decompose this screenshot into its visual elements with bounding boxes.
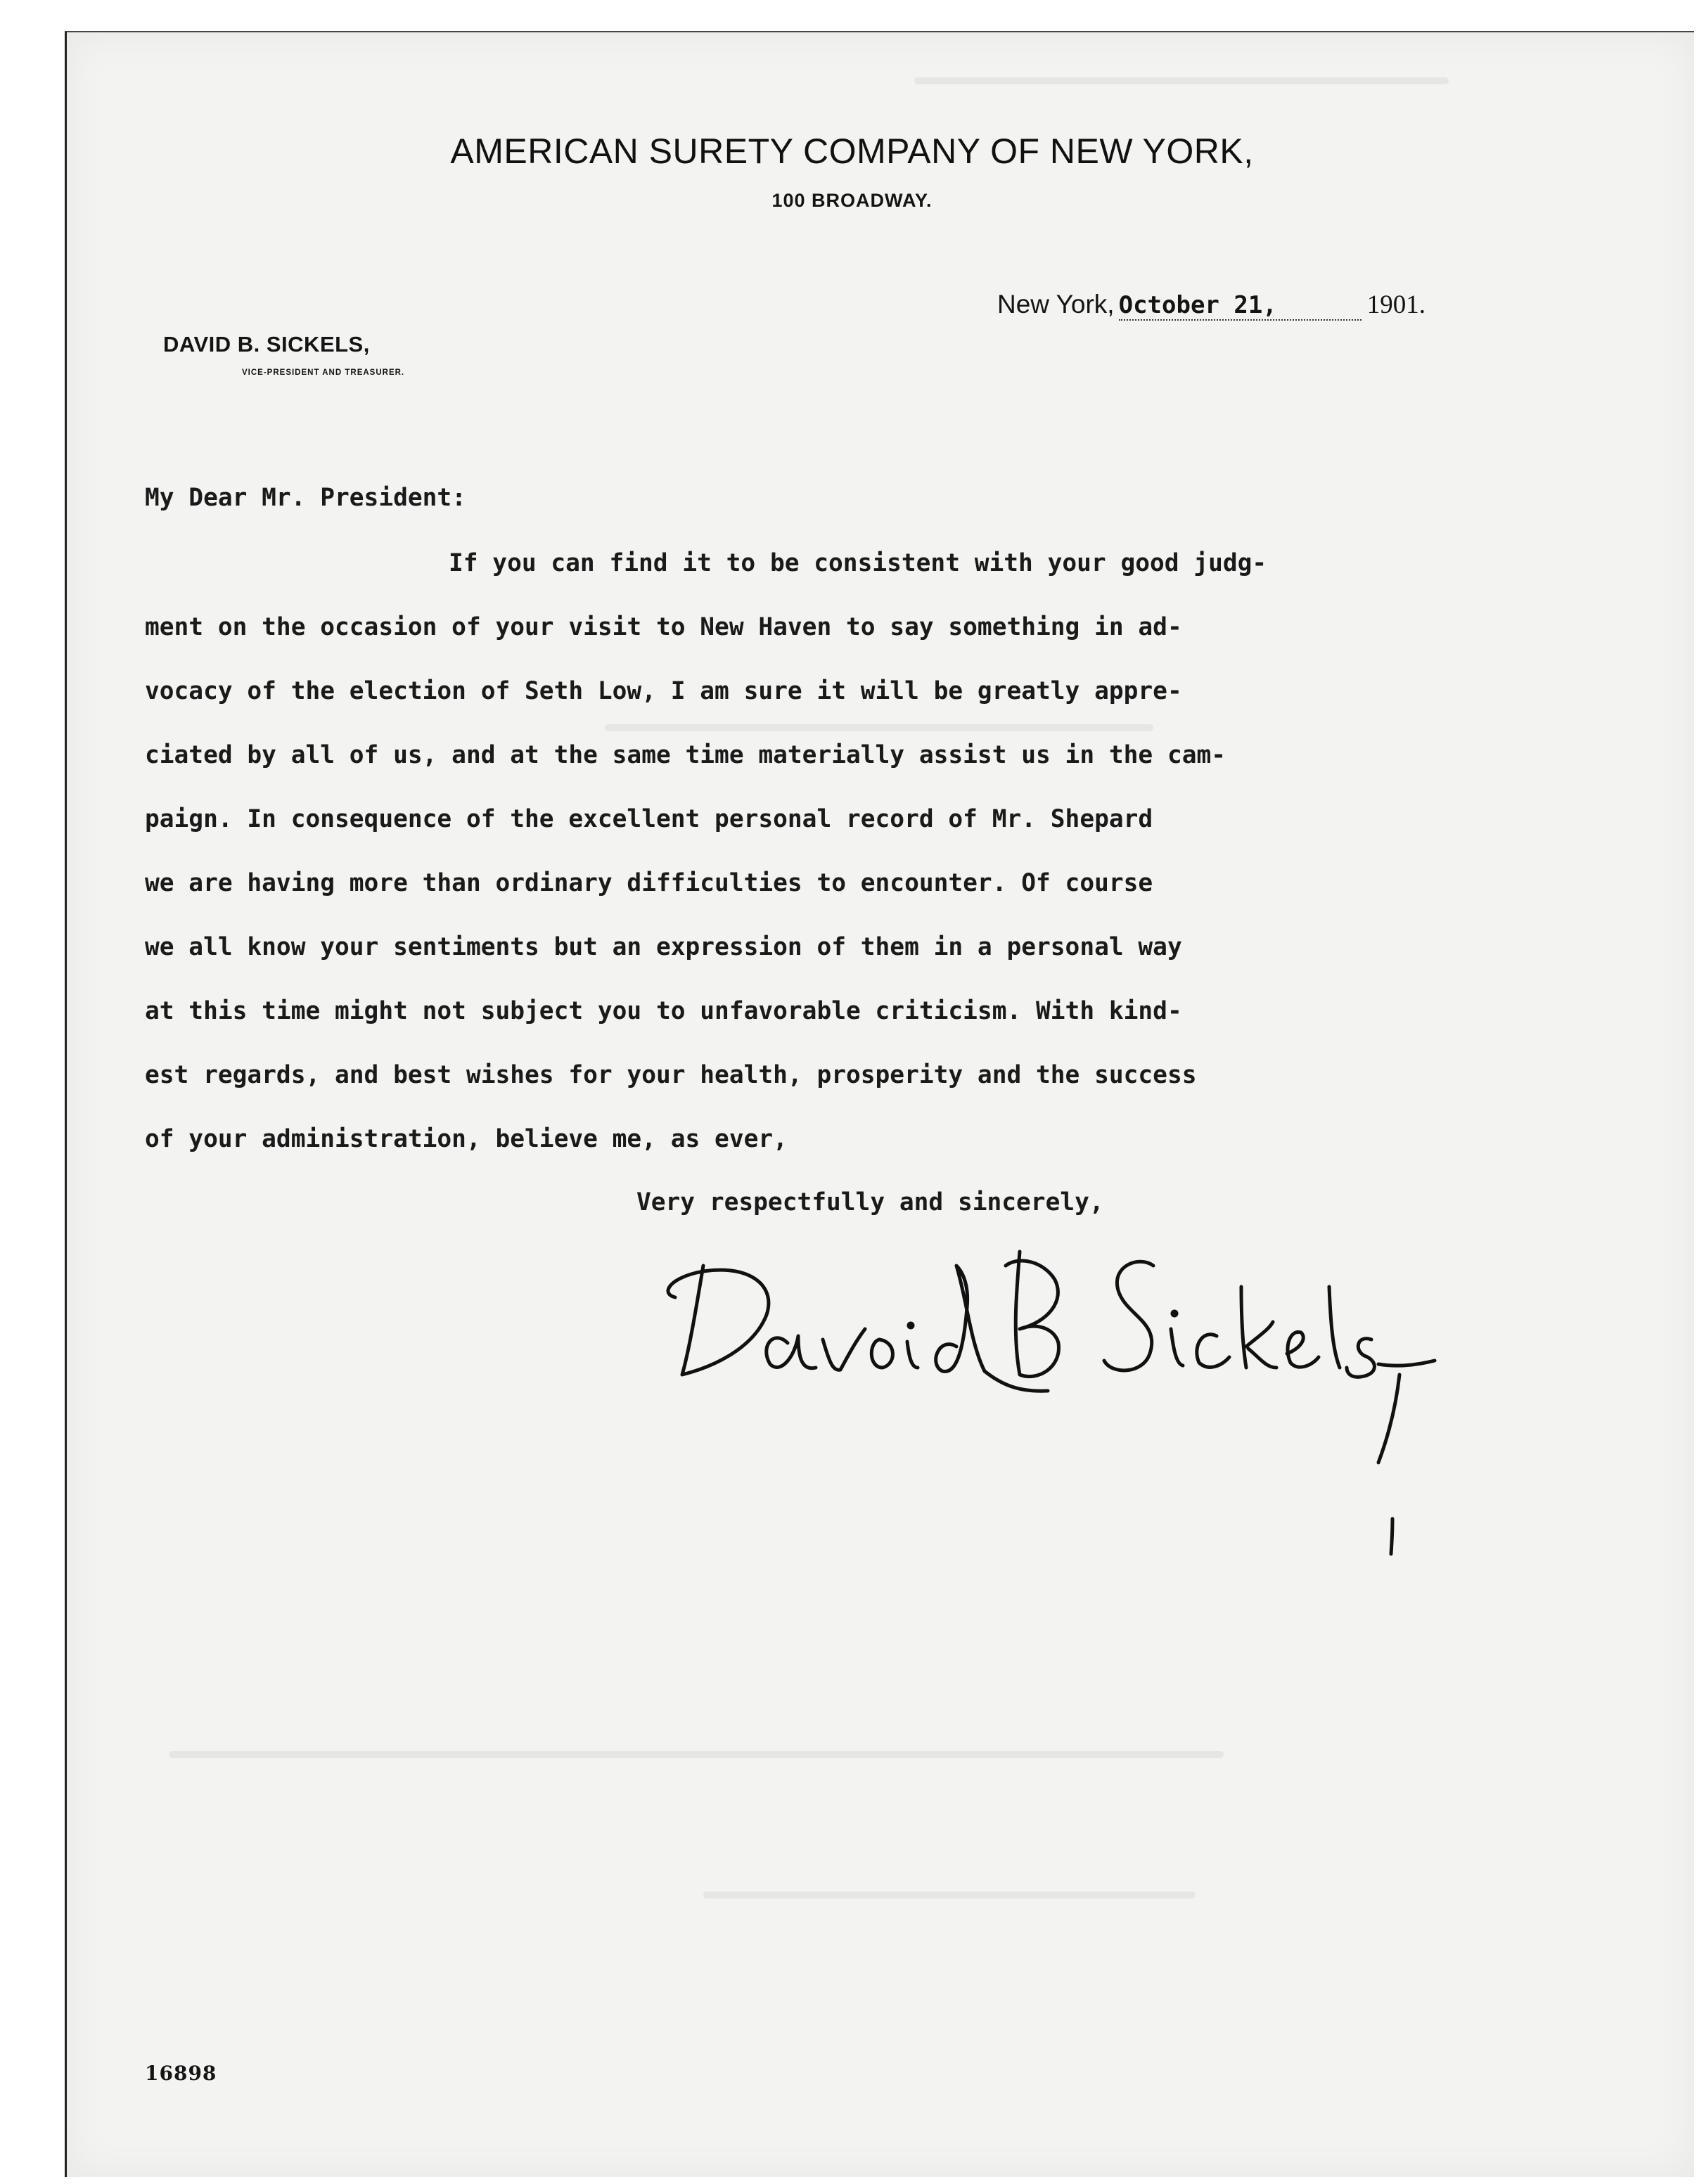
dateline-place: New York, bbox=[997, 290, 1115, 319]
bleed-through-mark bbox=[703, 1891, 1196, 1899]
body-line: If you can find it to be consistent with your good judg- bbox=[449, 549, 1267, 577]
body-line: of your administration, believe me, as ever, bbox=[145, 1125, 788, 1153]
body-line: we all know your sentiments but an expression of them in a personal way bbox=[145, 933, 1182, 961]
body-line: vocacy of the election of Seth Low, I am sure it will be greatly appre- bbox=[145, 677, 1182, 705]
salutation: My Dear Mr. President: bbox=[145, 484, 466, 512]
document-number: 16898 bbox=[145, 2062, 217, 2085]
handwritten-signature bbox=[654, 1223, 1456, 1561]
dateline bbox=[997, 290, 1426, 320]
officer-name: DAVID B. SICKELS, bbox=[163, 332, 370, 356]
closing: Very respectfully and sincerely, bbox=[636, 1188, 1104, 1216]
body-line: est regards, and best wishes for your health, prosperity and the success bbox=[145, 1061, 1197, 1089]
bleed-through-mark bbox=[914, 77, 1449, 84]
bleed-through-mark bbox=[169, 1751, 1224, 1758]
dateline-year: 1901. bbox=[1366, 290, 1426, 319]
company-name: AMERICAN SURETY COMPANY OF NEW YORK, bbox=[450, 131, 1254, 171]
company-address: 100 BROADWAY. bbox=[771, 190, 933, 211]
body-line: at this time might not subject you to unfavorable criticism. With kind- bbox=[145, 997, 1182, 1025]
dateline-date: October 21, bbox=[1119, 291, 1362, 321]
body-line: ciated by all of us, and at the same time materially assist us in the cam- bbox=[145, 741, 1226, 769]
body-line: paign. In consequence of the excellent personal record of Mr. Shepard bbox=[145, 805, 1153, 833]
officer-title: VICE-PRESIDENT AND TREASURER. bbox=[242, 368, 405, 377]
bleed-through-mark bbox=[605, 724, 1153, 731]
body-line: we are having more than ordinary difficulties to encounter. Of course bbox=[145, 869, 1153, 897]
body-line: ment on the occasion of your visit to New Haven to say something in ad- bbox=[145, 613, 1182, 641]
